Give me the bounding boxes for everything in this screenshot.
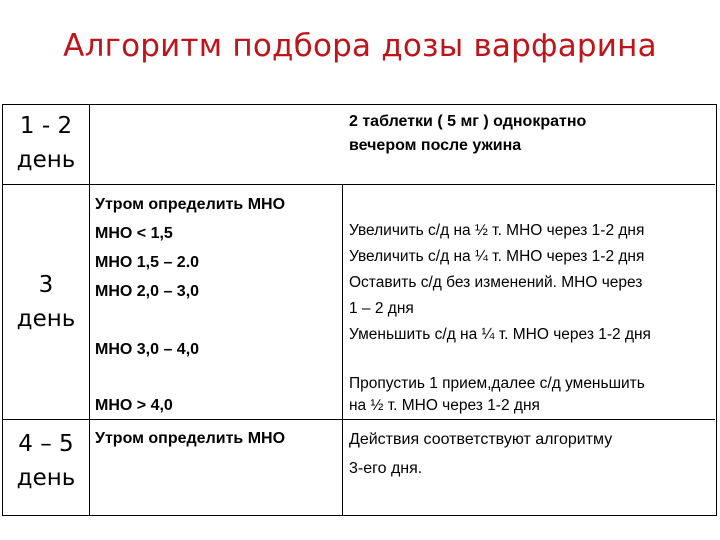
day-cell-4-5 bbox=[3, 427, 89, 495]
action-line: Увеличить с/д на ¼ т. МНО через 1-2 дня bbox=[349, 248, 645, 265]
page-title: Алгоритм подбора дозы варфарина bbox=[63, 28, 657, 64]
day-number: 1 - 2 bbox=[19, 113, 73, 139]
day-number: 4 – 5 bbox=[18, 431, 74, 457]
day-label: день bbox=[16, 465, 76, 491]
day-cell-1-2 bbox=[3, 109, 89, 177]
action-cell-4-5 bbox=[349, 425, 612, 483]
action-line: на ½ т. МНО через 1-2 дня bbox=[349, 397, 540, 414]
column-divider bbox=[342, 184, 343, 515]
condition-line: Утром определить МНО bbox=[95, 196, 286, 213]
action-line: Уменьшить с/д на ¼ т. МНО через 1-2 дня bbox=[349, 326, 651, 343]
action-line: Пропустиь 1 прием,далее с/д уменьшить bbox=[349, 375, 645, 392]
action-line: Действия соответствуют алгоритму bbox=[349, 431, 613, 448]
condition-line: МНО 2,0 – 3,0 bbox=[95, 283, 200, 300]
action-line: Оставить с/д без изменений. МНО через bbox=[349, 274, 643, 291]
day-number: 3 bbox=[38, 272, 54, 298]
action-cell-1-2 bbox=[349, 110, 586, 158]
condition-line: МНО 1,5 – 2.0 bbox=[95, 254, 200, 271]
dosing-table bbox=[2, 104, 717, 516]
day-label: день bbox=[16, 306, 76, 332]
day-cell-3 bbox=[3, 268, 89, 336]
action-line: 3-его дня. bbox=[349, 460, 423, 477]
day-label: день bbox=[16, 147, 76, 173]
condition-line: Утром определить МНО bbox=[95, 430, 286, 447]
row-divider bbox=[3, 184, 715, 185]
condition-cell-4-5 bbox=[95, 425, 285, 452]
row-divider bbox=[3, 419, 715, 420]
action-line: вечером после ужина bbox=[349, 137, 522, 154]
condition-line: МНО > 4,0 bbox=[95, 397, 173, 414]
action-line: 1 – 2 дня bbox=[349, 300, 414, 317]
condition-line: МНО < 1,5 bbox=[95, 225, 173, 242]
condition-line: МНО 3,0 – 4,0 bbox=[95, 341, 200, 358]
action-line: Увеличить с/д на ½ т. МНО через 1-2 дня bbox=[349, 222, 645, 239]
action-line: 2 таблетки ( 5 мг ) однократно bbox=[349, 113, 587, 130]
column-divider bbox=[89, 105, 90, 515]
